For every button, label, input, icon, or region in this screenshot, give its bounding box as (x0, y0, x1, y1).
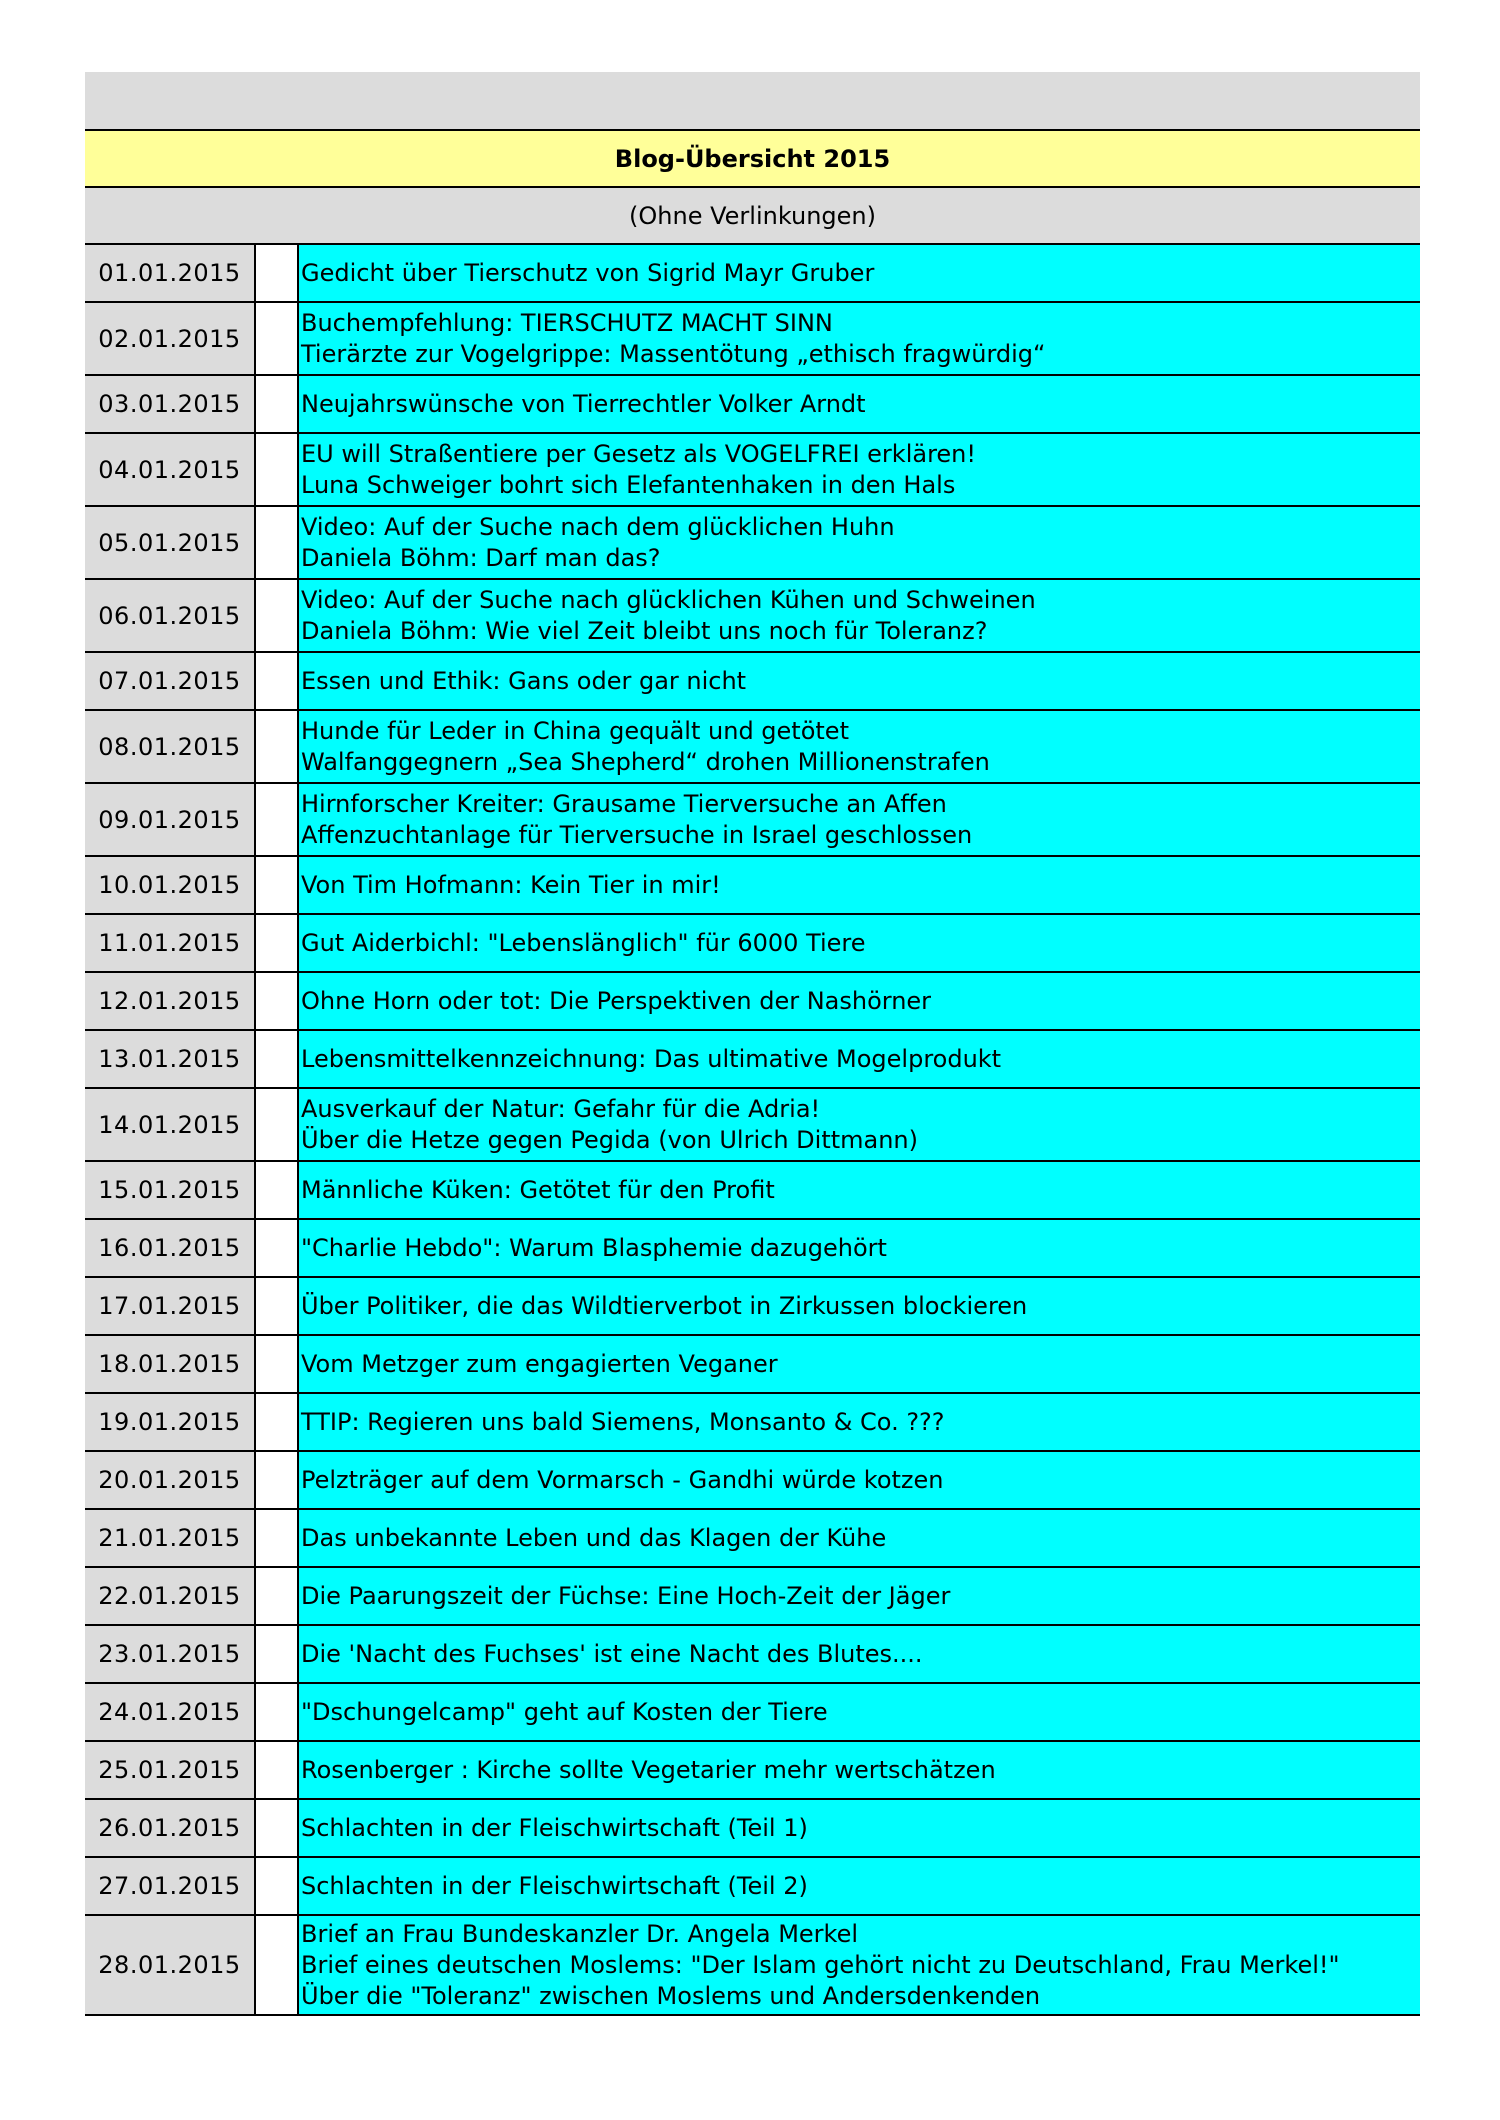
table-row (85, 1568, 1420, 1626)
row-entries (299, 507, 1420, 578)
blog-post-title: Affenzuchtanlage für Tierversuche in Israel geschlossen (301, 820, 973, 849)
row-entries (299, 1916, 1420, 2014)
row-date: 20.01.2015 (85, 1452, 256, 1508)
blog-post-title: Ausverkauf der Natur: Gefahr für die Adria! (301, 1094, 821, 1123)
row-entries (299, 1220, 1420, 1276)
row-date: 10.01.2015 (85, 857, 256, 913)
blog-post-title: Brief eines deutschen Moslems: "Der Islam gehört nicht zu Deutschland, Frau Merkel!" (301, 1950, 1340, 1979)
row-date: 15.01.2015 (85, 1162, 256, 1218)
blog-post-title: Luna Schweiger bohrt sich Elefantenhaken in den Hals (301, 470, 956, 499)
row-date: 28.01.2015 (85, 1916, 256, 2014)
table-row (85, 1800, 1420, 1858)
row-marker-cell (256, 1452, 299, 1508)
blog-post-title: Die Paarungszeit der Füchse: Eine Hoch-Zeit der Jäger (301, 1581, 951, 1610)
row-marker-cell (256, 1800, 299, 1856)
top-header-band (85, 72, 1420, 131)
table-row (85, 1220, 1420, 1278)
table-row (85, 711, 1420, 784)
blog-post-title: Essen und Ethik: Gans oder gar nicht (301, 666, 747, 695)
blog-post-title: Tierärzte zur Vogelgrippe: Massentötung „ethisch fragwürdig“ (301, 339, 1046, 368)
row-entries (299, 376, 1420, 432)
table-row (85, 1089, 1420, 1162)
row-marker-cell (256, 1031, 299, 1087)
blog-post-title: "Dschungelcamp" geht auf Kosten der Tiere (301, 1697, 828, 1726)
row-marker-cell (256, 245, 299, 301)
table-row (85, 1742, 1420, 1800)
row-marker-cell (256, 915, 299, 971)
row-entries (299, 915, 1420, 971)
table-row (85, 1162, 1420, 1220)
row-entries (299, 1626, 1420, 1682)
blog-post-title: Rosenberger : Kirche sollte Vegetarier mehr wertschätzen (301, 1755, 996, 1784)
blog-post-title: Über die Hetze gegen Pegida (von Ulrich Dittmann) (301, 1125, 919, 1154)
row-entries (299, 1684, 1420, 1740)
row-entries (299, 1800, 1420, 1856)
row-date: 14.01.2015 (85, 1089, 256, 1160)
table-row (85, 857, 1420, 915)
blog-post-title: Walfanggegnern „Sea Shepherd“ drohen Millionenstrafen (301, 747, 990, 776)
row-entries (299, 580, 1420, 651)
blog-post-title: "Charlie Hebdo": Warum Blasphemie dazugehört (301, 1233, 887, 1262)
table-row (85, 580, 1420, 653)
blog-post-title: Über Politiker, die das Wildtierverbot in Zirkussen blockieren (301, 1291, 1028, 1320)
row-entries (299, 1394, 1420, 1450)
row-date: 22.01.2015 (85, 1568, 256, 1624)
row-entries (299, 245, 1420, 301)
blog-post-title: Männliche Küken: Getötet für den Profit (301, 1175, 775, 1204)
row-entries (299, 711, 1420, 782)
row-entries (299, 1568, 1420, 1624)
blog-post-title: Schlachten in der Fleischwirtschaft (Teil 1) (301, 1813, 808, 1842)
blog-post-title: Video: Auf der Suche nach glücklichen Kühen und Schweinen (301, 585, 1036, 614)
row-date: 04.01.2015 (85, 434, 256, 505)
table-row (85, 1031, 1420, 1089)
row-marker-cell (256, 1626, 299, 1682)
row-date: 23.01.2015 (85, 1626, 256, 1682)
blog-post-title: Lebensmittelkennzeichnung: Das ultimative Mogelprodukt (301, 1044, 1002, 1073)
blog-post-title: Daniela Böhm: Wie viel Zeit bleibt uns noch für Toleranz? (301, 616, 988, 645)
row-entries (299, 1162, 1420, 1218)
blog-post-title: Vom Metzger zum engagierten Veganer (301, 1349, 778, 1378)
row-marker-cell (256, 1916, 299, 2014)
row-entries (299, 857, 1420, 913)
row-marker-cell (256, 1278, 299, 1334)
table-row (85, 376, 1420, 434)
table-row (85, 1626, 1420, 1684)
blog-post-title: Neujahrswünsche von Tierrechtler Volker Arndt (301, 389, 866, 418)
row-date: 09.01.2015 (85, 784, 256, 855)
row-date: 02.01.2015 (85, 303, 256, 374)
row-date: 25.01.2015 (85, 1742, 256, 1798)
blog-post-title: Gedicht über Tierschutz von Sigrid Mayr Gruber (301, 258, 875, 287)
row-marker-cell (256, 434, 299, 505)
table-row (85, 973, 1420, 1031)
row-entries (299, 1336, 1420, 1392)
row-entries (299, 1510, 1420, 1566)
row-marker-cell (256, 857, 299, 913)
row-marker-cell (256, 376, 299, 432)
row-date: 12.01.2015 (85, 973, 256, 1029)
row-marker-cell (256, 1684, 299, 1740)
row-marker-cell (256, 1089, 299, 1160)
table-row (85, 1684, 1420, 1742)
table-row (85, 1452, 1420, 1510)
blog-post-title: Die 'Nacht des Fuchses' ist eine Nacht des Blutes.... (301, 1639, 923, 1668)
row-marker-cell (256, 1336, 299, 1392)
row-date: 07.01.2015 (85, 653, 256, 709)
row-entries (299, 1031, 1420, 1087)
table-row (85, 1916, 1420, 2016)
row-marker-cell (256, 973, 299, 1029)
table-body (85, 245, 1420, 2016)
row-date: 26.01.2015 (85, 1800, 256, 1856)
row-marker-cell (256, 1858, 299, 1914)
row-entries (299, 784, 1420, 855)
row-entries (299, 973, 1420, 1029)
blog-post-title: Ohne Horn oder tot: Die Perspektiven der Nashörner (301, 986, 932, 1015)
row-entries (299, 1089, 1420, 1160)
table-row (85, 1858, 1420, 1916)
row-marker-cell (256, 580, 299, 651)
blog-post-title: Daniela Böhm: Darf man das? (301, 543, 661, 572)
row-date: 24.01.2015 (85, 1684, 256, 1740)
blog-post-title: Das unbekannte Leben und das Klagen der Kühe (301, 1523, 887, 1552)
row-marker-cell (256, 711, 299, 782)
row-marker-cell (256, 303, 299, 374)
table-row (85, 303, 1420, 376)
row-date: 05.01.2015 (85, 507, 256, 578)
blog-post-title: EU will Straßentiere per Gesetz als VOGELFREI erklären! (301, 439, 976, 468)
table-row (85, 653, 1420, 711)
row-date: 19.01.2015 (85, 1394, 256, 1450)
table-row (85, 245, 1420, 303)
blog-overview-table (85, 72, 1420, 2016)
row-marker-cell (256, 507, 299, 578)
row-entries (299, 434, 1420, 505)
table-row (85, 784, 1420, 857)
blog-post-title: Gut Aiderbichl: "Lebenslänglich" für 6000 Tiere (301, 928, 866, 957)
row-marker-cell (256, 1568, 299, 1624)
row-date: 06.01.2015 (85, 580, 256, 651)
row-marker-cell (256, 1510, 299, 1566)
blog-post-title: Hirnforscher Kreiter: Grausame Tierversuche an Affen (301, 789, 947, 818)
table-row (85, 434, 1420, 507)
blog-post-title: Pelzträger auf dem Vormarsch - Gandhi würde kotzen (301, 1465, 944, 1494)
row-entries (299, 1742, 1420, 1798)
blog-post-title: Von Tim Hofmann: Kein Tier in mir! (301, 870, 721, 899)
blog-post-title: Über die "Toleranz" zwischen Moslems und Andersdenkenden (301, 1981, 1041, 2010)
table-row (85, 1278, 1420, 1336)
row-entries (299, 1278, 1420, 1334)
table-row (85, 1336, 1420, 1394)
table-row (85, 1510, 1420, 1568)
row-date: 01.01.2015 (85, 245, 256, 301)
row-date: 18.01.2015 (85, 1336, 256, 1392)
blog-post-title: Schlachten in der Fleischwirtschaft (Teil 2) (301, 1871, 808, 1900)
blog-post-title: Hunde für Leder in China gequält und getötet (301, 716, 849, 745)
blog-post-title: Video: Auf der Suche nach dem glücklichen Huhn (301, 512, 895, 541)
row-date: 03.01.2015 (85, 376, 256, 432)
table-row (85, 507, 1420, 580)
table-row (85, 1394, 1420, 1452)
row-date: 16.01.2015 (85, 1220, 256, 1276)
row-entries (299, 653, 1420, 709)
row-date: 13.01.2015 (85, 1031, 256, 1087)
table-row (85, 915, 1420, 973)
row-marker-cell (256, 1394, 299, 1450)
table-subtitle: (Ohne Verlinkungen) (85, 188, 1420, 245)
table-title: Blog-Übersicht 2015 (85, 131, 1420, 188)
row-marker-cell (256, 1742, 299, 1798)
row-marker-cell (256, 1162, 299, 1218)
row-marker-cell (256, 1220, 299, 1276)
row-entries (299, 1858, 1420, 1914)
blog-post-title: Buchempfehlung: TIERSCHUTZ MACHT SINN (301, 308, 833, 337)
row-date: 21.01.2015 (85, 1510, 256, 1566)
row-date: 11.01.2015 (85, 915, 256, 971)
row-entries (299, 1452, 1420, 1508)
row-entries (299, 303, 1420, 374)
blog-post-title: TTIP: Regieren uns bald Siemens, Monsanto & Co. ??? (301, 1407, 945, 1436)
blog-post-title: Brief an Frau Bundeskanzler Dr. Angela Merkel (301, 1919, 859, 1948)
row-marker-cell (256, 784, 299, 855)
row-marker-cell (256, 653, 299, 709)
row-date: 08.01.2015 (85, 711, 256, 782)
row-date: 27.01.2015 (85, 1858, 256, 1914)
row-date: 17.01.2015 (85, 1278, 256, 1334)
